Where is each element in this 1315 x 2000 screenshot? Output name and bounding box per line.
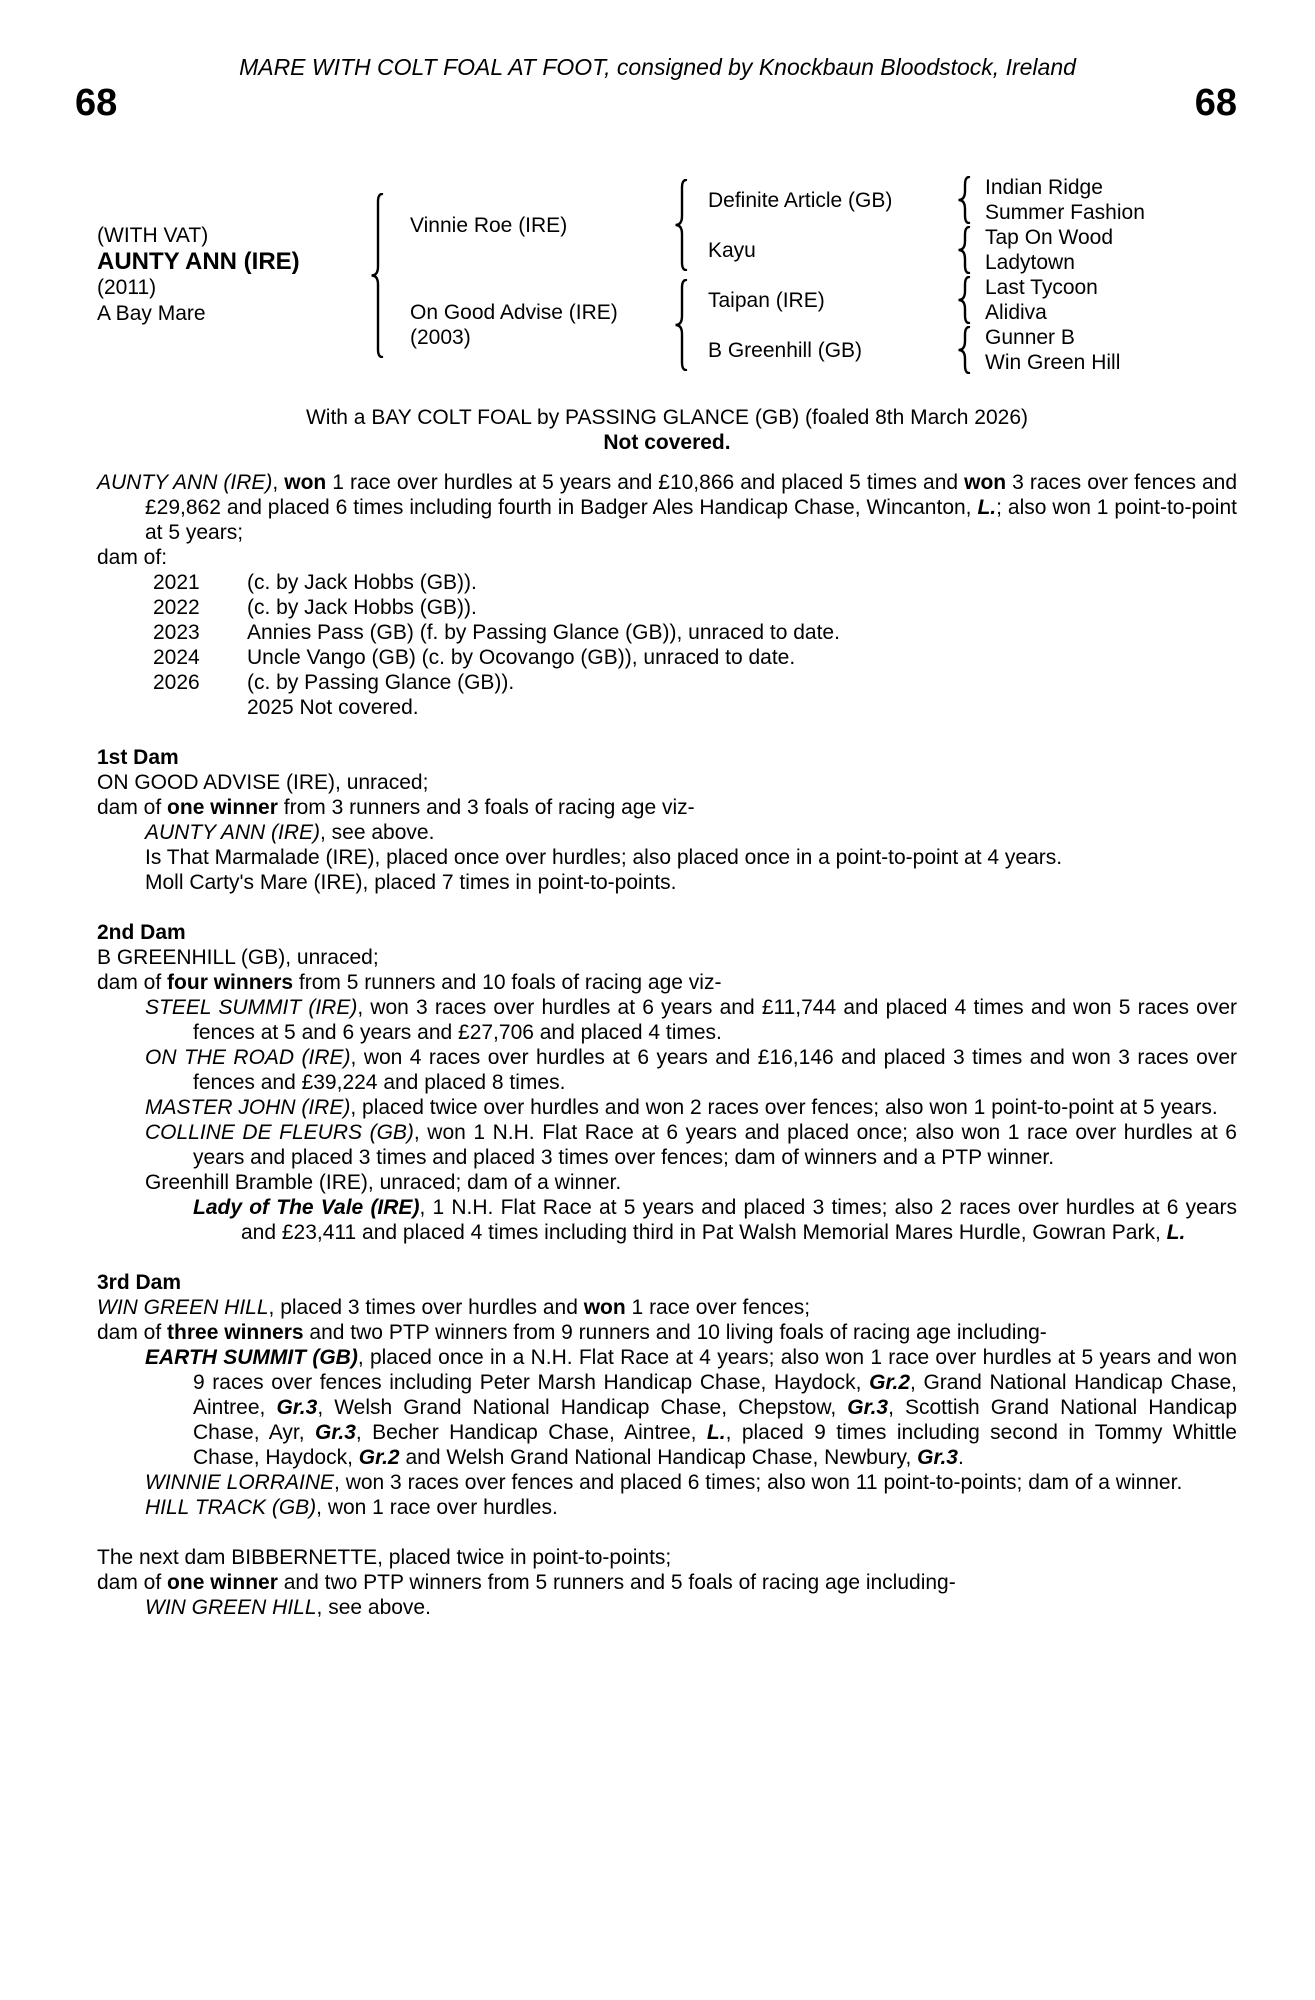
produce-row: [97, 645, 1237, 670]
gen4-pair: [955, 325, 1245, 375]
paragraph: Is That Marmalade (IRE), placed once over hurdles; also placed once in a point-to-point at 4 years.: [145, 846, 1063, 869]
paragraph: MASTER JOHN (IRE), placed twice over hurdles and won 2 races over fences; also won 1 point-to-point at 5 years.: [145, 1096, 1218, 1119]
gen4-pair: [955, 225, 1245, 275]
gen4-name: Summer Fashion: [985, 201, 1145, 224]
gen4-pair: [955, 175, 1245, 225]
paragraph: ON THE ROAD (IRE), won 4 races over hurdles at 6 years and £16,146 and placed 3 times and won 3 races over fences and £39,224 and placed 8 times.: [145, 1046, 1237, 1094]
pedigree-brace-gen2: [672, 175, 708, 275]
pedigree-brace-gen3: [955, 175, 985, 225]
gen4-name: Indian Ridge: [985, 176, 1103, 199]
gen3-name: Definite Article (GB): [708, 188, 893, 212]
pedigree-brace-gen3: [955, 225, 985, 275]
produce-year: 2021: [153, 571, 200, 594]
not-covered-note: Not covered.: [603, 431, 731, 454]
paragraph: Moll Carty's Mare (IRE), placed 7 times in point-to-points.: [145, 871, 677, 894]
gen3-name: B Greenhill (GB): [708, 338, 863, 362]
paragraph: ON GOOD ADVISE (IRE), unraced;: [97, 771, 429, 794]
gen4-name: Alidiva: [985, 301, 1047, 324]
gen4-name: Win Green Hill: [985, 351, 1121, 374]
sire-cell: [410, 175, 672, 275]
paragraph: dam of four winners from 5 runners and 10 foals of racing age viz-: [97, 971, 722, 994]
pedigree-gen4: [955, 175, 1245, 375]
pedigree-brace-gen1: [368, 175, 410, 375]
paragraph: dam of three winners and two PTP winners from 9 runners and 10 living foals of racing age including-: [97, 1321, 1047, 1344]
mare-details: [97, 175, 368, 375]
produce-year: 2023: [153, 621, 200, 644]
text-column: [97, 405, 1237, 1620]
pedigree-brace-gen3: [955, 275, 985, 325]
pedigree-brace-gen2: [672, 275, 708, 375]
paragraph: dam of one winner from 3 runners and 3 foals of racing age viz-: [97, 796, 695, 819]
lot-number-right: 68: [1194, 82, 1237, 124]
section-heading: 2nd Dam: [97, 921, 186, 944]
pedigree-table: [97, 175, 1315, 375]
paragraph: WINNIE LORRAINE, won 3 races over fences and placed 6 times; also won 11 point-to-points; dam of a winner.: [145, 1471, 1183, 1494]
paragraph: The next dam BIBBERNETTE, placed twice in point-to-points;: [97, 1546, 672, 1569]
produce-text: Annies Pass (GB) (f. by Passing Glance (GB)), unraced to date.: [247, 621, 840, 644]
paragraph: AUNTY ANN (IRE), see above.: [145, 821, 435, 844]
gen3-name: Kayu: [708, 238, 756, 262]
section-gap: [97, 1245, 1237, 1270]
produce-year: 2022: [153, 596, 200, 619]
paragraph: WIN GREEN HILL, placed 3 times over hurdles and won 1 race over fences;: [97, 1296, 811, 1319]
gen3-group: [672, 175, 955, 275]
mare-name: AUNTY ANN (IRE): [97, 248, 300, 275]
mare-colour: A Bay Mare: [97, 302, 206, 325]
produce-row: [97, 695, 1237, 720]
section-gap: [97, 720, 1237, 745]
gen3-name: Taipan (IRE): [708, 288, 825, 312]
produce-text: (c. by Jack Hobbs (GB)).: [247, 596, 477, 619]
section-heading: 3rd Dam: [97, 1271, 182, 1294]
paragraph: Lady of The Vale (IRE), 1 N.H. Flat Race at 5 years and placed 3 times; also 2 races over hurdles at 6 years and £23,411 and placed 4 times including third in Pat Walsh Memorial Mares Hurdle, Gowran Park, L.: [193, 1196, 1237, 1244]
produce-text: (c. by Passing Glance (GB)).: [247, 671, 515, 694]
sire-name: Vinnie Roe (IRE): [410, 213, 568, 237]
section-gap: [97, 895, 1237, 920]
lot-row: [0, 83, 1315, 123]
produce-row: [97, 595, 1237, 620]
produce-year: 2024: [153, 646, 200, 669]
mare-foaling-year: (2011): [97, 276, 157, 299]
produce-row: [97, 570, 1237, 595]
pedigree-brace-gen3: [955, 325, 985, 375]
gen4-name: Gunner B: [985, 326, 1075, 349]
foal-note: With a BAY COLT FOAL by PASSING GLANCE (GB) (foaled 8th March 2026): [305, 406, 1029, 429]
gen4-pair: [955, 275, 1245, 325]
dam-cell: [410, 275, 672, 375]
dam-name: On Good Advise (IRE): [410, 301, 618, 324]
produce-text: (c. by Jack Hobbs (GB)).: [247, 571, 477, 594]
produce-year: [153, 695, 247, 720]
consignor-header: MARE WITH COLT FOAL AT FOOT, consigned by Knockbaun Bloodstock, Ireland: [239, 54, 1076, 80]
paragraph: AUNTY ANN (IRE), won 1 race over hurdles at 5 years and £10,866 and placed 5 times and won 3 races over fences and £29,862 and placed 6 times including fourth in Badger Ales Handicap Chase, Wincanton, L.; also won 1 point-to-point at 5 years;: [97, 471, 1238, 544]
produce-row: [97, 620, 1237, 645]
produce-text: 2025 Not covered.: [247, 696, 419, 719]
section-heading: 1st Dam: [97, 746, 179, 769]
produce-text: Uncle Vango (GB) (c. by Ocovango (GB)), unraced to date.: [247, 646, 796, 669]
paragraph: HILL TRACK (GB), won 1 race over hurdles.: [145, 1496, 558, 1519]
gen4-name: Ladytown: [985, 251, 1075, 274]
pedigree-gen3: [672, 175, 955, 375]
paragraph: dam of one winner and two PTP winners from 5 runners and 5 foals of racing age including-: [97, 1571, 956, 1594]
paragraph: EARTH SUMMIT (GB), placed once in a N.H. Flat Race at 4 years; also won 1 race over hurdles at 5 years and won 9 races over fences including Peter Marsh Handicap Chase, Haydock, Gr.2, Grand National Handicap Chase, Aintree, Gr.3, Welsh Grand National Handicap Chase, Chepstow, Gr.3, Scottish Grand National Handicap Chase, Ayr, Gr.3, Becher Handicap Chase, Aintree, L., placed 9 times including second in Tommy Whittle Chase, Haydock, Gr.2 and Welsh Grand National Handicap Chase, Newbury, Gr.3.: [145, 1346, 1237, 1469]
produce-year: 2026: [153, 671, 200, 694]
section-gap: [97, 1520, 1237, 1545]
paragraph: B GREENHILL (GB), unraced;: [97, 946, 379, 969]
paragraph: dam of:: [97, 546, 168, 569]
gen4-name: Last Tycoon: [985, 276, 1098, 299]
paragraph: WIN GREEN HILL, see above.: [145, 1596, 431, 1619]
paragraph: Greenhill Bramble (IRE), unraced; dam of a winner.: [145, 1171, 622, 1194]
gen3-group: [672, 275, 955, 375]
lot-number-left: 68: [75, 82, 118, 124]
dam-year: (2003): [410, 326, 471, 349]
paragraph: COLLINE DE FLEURS (GB), won 1 N.H. Flat Race at 6 years and placed once; also won 1 race over hurdles at 6 years and placed 3 times and placed 3 times over fences; dam of winners and a PTP winner.: [145, 1121, 1237, 1169]
paragraph: STEEL SUMMIT (IRE), won 3 races over hurdles at 6 years and £11,744 and placed 4 times and won 5 races over fences at 5 and 6 years and £27,706 and placed 4 times.: [145, 996, 1237, 1044]
gen4-name: Tap On Wood: [985, 226, 1114, 249]
vat-note: (WITH VAT): [97, 224, 209, 247]
pedigree-gen2: [410, 175, 672, 375]
produce-row: [97, 670, 1237, 695]
race-record-body: [97, 470, 1237, 1620]
